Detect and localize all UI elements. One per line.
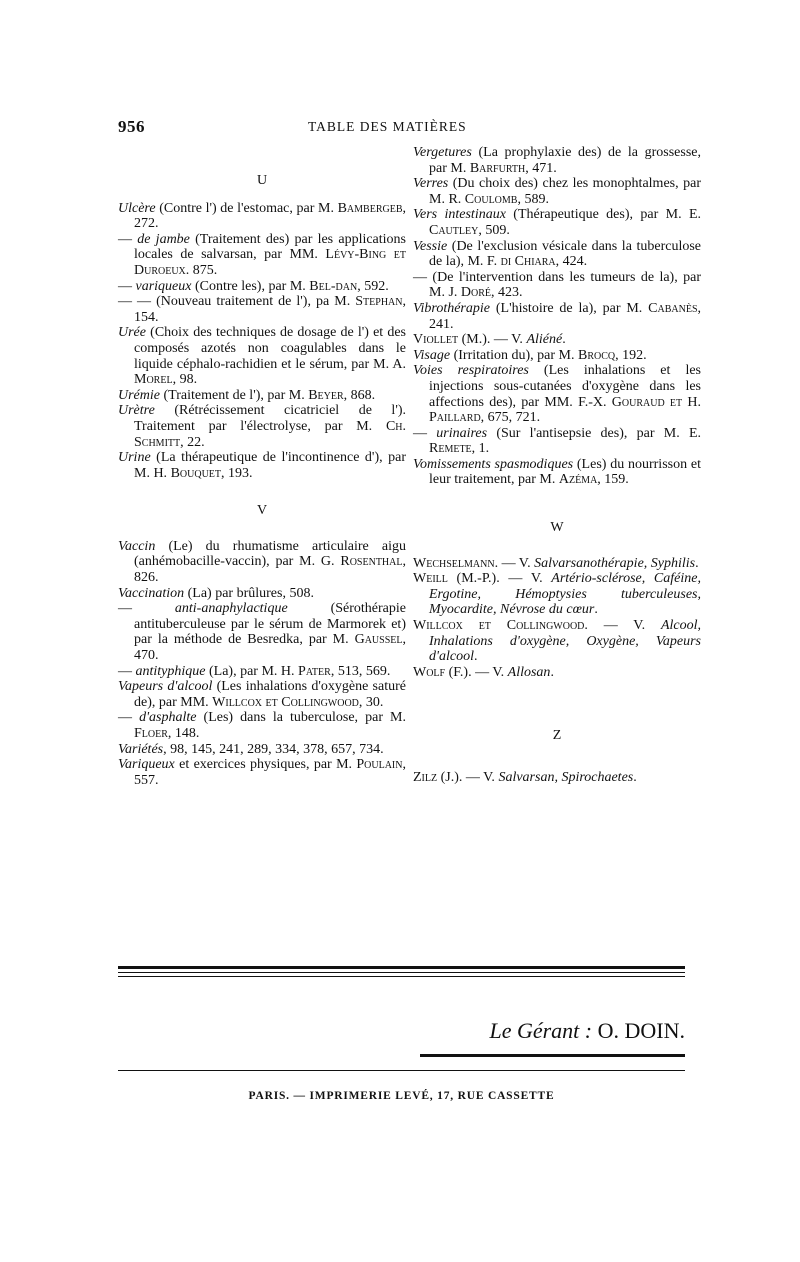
- entry-author: Bel-dan: [309, 278, 358, 294]
- entry-author: Wolf: [413, 664, 446, 680]
- gerant-label: Le Gérant :: [489, 1018, 593, 1043]
- closing-rule: [118, 976, 685, 977]
- section-letter-v: V: [256, 503, 268, 519]
- entry-author: F.-X. Gouraud et H. Paillard: [429, 394, 702, 426]
- entry-author: Lévy-Bing et Duroeux: [134, 247, 406, 278]
- entry-author: Barfurth: [469, 160, 526, 176]
- index-entry: Willcox et Collingwood. — V. Alcool, Inhalations d'oxygène, Oxygène, Vapeurs d'alcool.: [413, 618, 701, 665]
- entry-term: Aliéné: [526, 332, 563, 348]
- section-letter-z: Z: [552, 728, 562, 744]
- index-entry: — de jambe (Traitement des) par les applications locales de salvarsan, par MM. Lévy-Bing et Duroeux. 875.: [118, 231, 407, 278]
- entry-term: Vergetures: [413, 145, 472, 160]
- entry-term: Urine: [118, 450, 151, 466]
- entry-term: Vomissements spasmodiques: [413, 456, 574, 472]
- entry-term: Vaccination: [118, 585, 185, 601]
- entry-author: Doré: [460, 285, 492, 301]
- index-entry: — d'asphalte (Les) dans la tuberculose, par M. Floer, 148.: [118, 710, 406, 741]
- index-entry: Wolf (F.). — V. Allosan.: [413, 664, 554, 680]
- entry-author: Floer: [134, 726, 168, 741]
- index-entry: Variétés, 98, 145, 241, 289, 334, 378, 657, 734.: [118, 741, 384, 757]
- entry-term: antityphique: [135, 663, 206, 679]
- entry-term: Variétés: [118, 741, 164, 757]
- entry-term: Vibrothérapie: [413, 300, 490, 316]
- index-entry: Vaccin (Le) du rhumatisme articulaire aigu (anhémobacille-vaccin), par M. G. Rosenthal, 826.: [118, 538, 406, 586]
- entry-author: Cautley: [429, 222, 479, 238]
- entry-term: urinaires: [436, 425, 488, 441]
- index-entry: Urètre (Rétrécissement cicatriciel de l'). Traitement par l'électrolyse, par M. Ch. Schmitt, 22.: [118, 403, 406, 450]
- entry-author: Beyer: [308, 387, 344, 403]
- index-entry: — variqueux (Contre les), par M. Bel-dan, 592.: [118, 278, 389, 294]
- entry-author: Weill: [413, 571, 448, 587]
- entry-author: Brocq: [578, 347, 616, 363]
- entry-author: Cabanès: [648, 300, 698, 316]
- entry-term: Variqueux: [118, 757, 175, 773]
- index-entry: — anti-anaphylactique (Sérothérapie antituberculeuse par le sérum de Marmorek et) par la méthode de Besredka, par M. Gaussel, 470.: [118, 601, 406, 664]
- entry-term: de jambe: [137, 231, 190, 247]
- entry-term: Verres: [413, 176, 449, 192]
- index-entry: Viollet (M.). — V. Aliéné.: [413, 332, 566, 348]
- entry-author: Rosenthal: [340, 554, 403, 570]
- printer-imprint: PARIS. — IMPRIMERIE LEVÉ, 17, RUE CASSETTE: [248, 1090, 555, 1102]
- entry-author: Willcox et Collingwood: [212, 694, 359, 710]
- entry-term: Urée: [118, 325, 146, 341]
- entry-term: Salvarsanothérapie, Syphilis: [534, 555, 696, 571]
- index-entry: Vaccination (La) par brûlures, 508.: [118, 585, 314, 601]
- running-title: TABLE DES MATIÈRES: [308, 119, 467, 134]
- section-letter-u: U: [256, 173, 268, 188]
- entry-author: Stephan: [355, 294, 403, 310]
- entry-author: Poulain: [356, 757, 403, 773]
- entry-term: Voies respiratoires: [413, 363, 529, 379]
- index-entry: Variqueux et exercices physiques, par M. Poulain, 557.: [118, 757, 406, 788]
- entry-term: d'asphalte: [139, 710, 197, 726]
- entry-author: Bouquet: [170, 465, 222, 481]
- index-entry: — — (Nouveau traitement de l'), pa M. Stephan, 154.: [118, 294, 406, 325]
- entry-author: Azéma: [558, 472, 598, 488]
- entry-author: Zilz: [413, 770, 438, 785]
- entry-term: Vaccin: [118, 538, 156, 554]
- entry-author: Viollet: [413, 332, 459, 348]
- entry-author: Morel: [134, 372, 173, 388]
- imprint-rule: [118, 1070, 685, 1071]
- index-entry: Vessie (De l'exclusion vésicale dans la tuberculose de la), M. F. di Chiara, 424.: [413, 238, 701, 270]
- index-entry: Vapeurs d'alcool (Les inhalations d'oxygène saturé de), par MM. Willcox et Collingwood, 30.: [118, 679, 406, 710]
- index-entry: — antityphique (La), par M. H. Pater, 513, 569.: [118, 663, 391, 679]
- index-entry: Ulcère (Contre l') de l'estomac, par M. Bambergeb, 272.: [118, 200, 406, 232]
- entry-term: anti-anaphylactique: [174, 601, 288, 617]
- entry-author: Bambergeb: [337, 200, 403, 216]
- gerant-name: O. DOIN.: [592, 1018, 685, 1043]
- index-entry: Urémie (Traitement de l'), par M. Beyer, 868.: [118, 387, 376, 403]
- entry-term: Salvarsan, Spirochaetes: [498, 770, 634, 785]
- index-entry: Urée (Choix des techniques de dosage de l') et des composés azotés non coagulables dans le liquide céphalo-rachidien et le sérum, par M. A. Morel, 98.: [118, 325, 406, 388]
- entry-term: Urémie: [118, 387, 160, 403]
- index-entry: Verres (Du choix des) chez les monophtalmes, par M. R. Coulomb, 589.: [413, 176, 701, 207]
- section-letter-w: W: [550, 520, 564, 536]
- index-entry: Zilz (J.). — V. Salvarsan, Spirochaetes.: [413, 770, 637, 785]
- index-entry: Urine (La thérapeutique de l'incontinence d'), par M. H. Bouquet, 193.: [118, 450, 406, 481]
- index-entry: — urinaires (Sur l'antisepsie des), par M. E. Remete, 1.: [413, 425, 701, 457]
- index-entry: Voies respiratoires (Les inhalations et les injections sous-cutanées d'oxygène dans les affections des), par MM. F.-X. Gouraud et H. Paillard, 675, 721.: [413, 363, 702, 426]
- left-column: [118, 145, 406, 788]
- entry-term: Visage: [413, 347, 451, 363]
- index-entry: Vomissements spasmodiques (Les) du nourrisson et leur traitement, par M. Azéma, 159.: [413, 456, 701, 488]
- index-entry: Visage (Irritation du), par M. Brocq, 192.: [413, 347, 647, 363]
- index-entry: Vers intestinaux (Thérapeutique des), par M. E. Cautley, 509.: [413, 207, 701, 238]
- right-column: [413, 145, 701, 786]
- entry-author: Ch. Schmitt: [134, 418, 406, 450]
- entry-term: variqueux: [135, 278, 192, 294]
- entry-term: Ulcère: [118, 200, 156, 216]
- index-entry: Weill (M.-P.). — V. Artério-sclérose, Caféine, Ergotine, Hémoptysies tuberculeuses, Myocardite, Névrose du cœur.: [413, 571, 701, 618]
- index-entry: Wechselmann. — V. Salvarsanothérapie, Syphilis.: [413, 555, 699, 571]
- closing-rule: [118, 972, 685, 973]
- page-number: 956: [118, 117, 145, 136]
- signature-rule: [420, 1054, 685, 1057]
- entry-author: Remete: [429, 441, 472, 457]
- entry-author: Willcox et Collingwood: [413, 618, 585, 634]
- entry-term: Allosan: [507, 664, 551, 680]
- entry-author: Pater: [298, 663, 331, 679]
- entry-term: Urètre: [118, 403, 155, 419]
- entry-term: Alcool, Inhalations d'oxygène, Oxygène, Vapeurs d'alcool: [429, 618, 701, 665]
- entry-author: Gaussel: [354, 632, 403, 648]
- entry-term: Vers intestinaux: [413, 207, 506, 223]
- gerant-signature: [420, 1018, 685, 1044]
- entry-term: Artério-sclérose, Caféine, Ergotine, Hémoptysies tuberculeuses, Myocardite, Névrose du cœur: [429, 571, 701, 618]
- entry-term: Vessie: [413, 238, 448, 254]
- entry-author: Coulomb: [464, 191, 518, 207]
- closing-rule: [118, 966, 685, 969]
- entry-term: Vapeurs d'alcool: [118, 679, 213, 695]
- index-entry: Vergetures (La prophylaxie des) de la grossesse, par M. Barfurth, 471.: [413, 145, 701, 176]
- index-entry: Vibrothérapie (L'histoire de la), par M. Cabanès, 241.: [413, 300, 701, 332]
- entry-author: Wechselmann: [413, 555, 495, 571]
- entry-author: di Chiara: [500, 254, 556, 270]
- index-entry: — (De l'intervention dans les tumeurs de la), par M. J. Doré, 423.: [413, 269, 701, 301]
